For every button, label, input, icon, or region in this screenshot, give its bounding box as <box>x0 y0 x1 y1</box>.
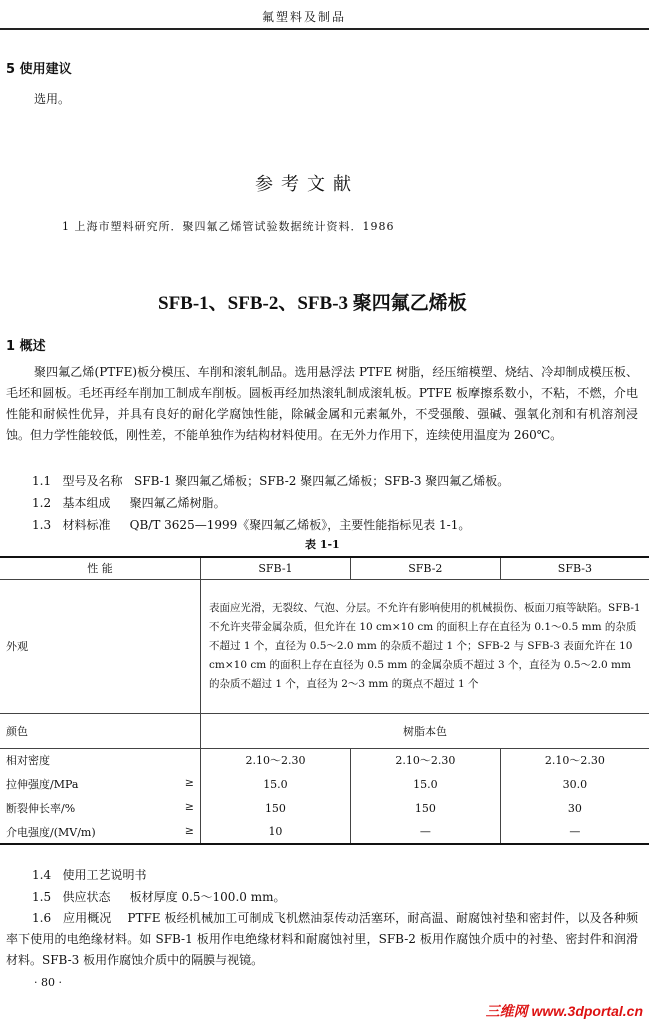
row-sfb2: 150 <box>350 796 500 820</box>
item-1-3 <box>32 516 470 533</box>
table-title: 表 1-1 <box>305 538 340 551</box>
page-number: · 80 · <box>34 976 62 989</box>
row-sfb1: 10 <box>201 820 351 844</box>
table-row <box>0 748 649 772</box>
item-text: 聚四氟乙烯树脂。 <box>129 496 226 510</box>
item-label: 使用工艺说明书 <box>62 868 147 882</box>
row-sfb2: — <box>350 820 500 844</box>
row-sfb2: 2.10～2.30 <box>350 748 500 772</box>
item-text: PTFE 板经机械加工可制成飞机燃油泵传动活塞环，耐高温、耐腐蚀衬垫和密封件，以及各种频率下使用的电绝缘材料。如 SFB-1 板用作电绝缘材料和耐腐蚀衬里，SFB-2 板用作腐蚀介质中的衬垫、密封件和润滑材料。SFB-3 板用作腐蚀介质中的隔膜与视镜。 <box>6 911 638 967</box>
section-1-heading: 1 概述 <box>6 339 46 354</box>
table-header-row <box>0 557 649 579</box>
table-row <box>0 796 649 820</box>
table-row <box>0 772 649 796</box>
table-row <box>0 820 649 844</box>
item-label: 材料标准 <box>62 518 111 532</box>
row-label: 相对密度 <box>6 754 50 768</box>
row-op: ≥ <box>184 776 194 789</box>
item-label: 应用概况 <box>62 911 112 925</box>
color-value: 树脂本色 <box>201 713 649 748</box>
row-sfb2: 15.0 <box>350 772 500 796</box>
header-property: 性 能 <box>87 562 113 576</box>
item-1-2 <box>32 494 226 511</box>
item-label: 供应状态 <box>62 890 111 904</box>
item-num: 1.1 <box>32 474 52 488</box>
row-label: 拉伸强度/MPa <box>6 778 79 791</box>
header-sfb2: SFB-2 <box>350 557 500 579</box>
item-label: 基本组成 <box>62 496 111 510</box>
item-num: 1.4 <box>32 868 52 882</box>
running-header: 氟塑料及制品 <box>262 10 347 24</box>
row-sfb1: 150 <box>201 796 351 820</box>
intro-paragraph <box>6 362 638 446</box>
appearance-label: 外观 <box>6 640 28 653</box>
row-op: ≥ <box>184 823 194 837</box>
item-text: SFB-1 聚四氟乙烯板；SFB-2 聚四氟乙烯板；SFB-3 聚四氟乙烯板。 <box>134 474 510 488</box>
row-op: ≥ <box>184 800 194 813</box>
appearance-row <box>0 579 649 713</box>
item-num: 1.5 <box>32 890 52 904</box>
item-num: 1.2 <box>32 496 52 510</box>
row-sfb1: 2.10～2.30 <box>201 748 351 772</box>
item-1-5 <box>32 888 285 905</box>
references-title: 参考文献 <box>255 174 359 195</box>
item-num: 1.6 <box>32 911 52 925</box>
properties-table <box>0 556 649 845</box>
color-label: 颜色 <box>6 724 28 738</box>
section-5-text: 选用。 <box>34 92 71 106</box>
item-num: 1.3 <box>32 518 52 532</box>
watermark: 三维网 www.3dportal.cn <box>485 1003 643 1019</box>
main-title: SFB-1、SFB-2、SFB-3 聚四氟乙烯板 <box>158 293 467 314</box>
header-sfb3: SFB-3 <box>500 557 649 579</box>
item-1-1 <box>32 472 509 489</box>
color-row <box>0 713 649 748</box>
row-sfb3: 30 <box>500 796 649 820</box>
row-sfb3: 2.10～2.30 <box>500 748 649 772</box>
reference-item: 1 上海市塑料研究所．聚四氟乙烯管试验数据统计资料．1986 <box>62 220 395 233</box>
item-1-4 <box>32 866 147 883</box>
item-text: 板材厚度 0.5～100.0 mm。 <box>129 890 286 904</box>
appearance-text: 表面应光滑，无裂纹、气泡、分层。不允许有影响使用的机械损伤、板面刀痕等缺陷。SFB-1 不允许夹带金属杂质，但允许在 10 cm×10 cm 的面积上存在直径为 0.1～0.5 mm 的杂质不超过 1 个，直径为 0.5～2.0 mm 的杂质不超过 1 个；SFB-2 与 SFB-3 表面允许在 10 cm×10 cm 的面积上存在直径为 0.5 mm 的金属杂质不超过 3 个，直径为 0.5～2.0 mm 的杂质不超过 1 个，直径为 2～3 mm 的斑点不超过 1 个 <box>201 579 649 713</box>
item-1-6 <box>6 908 638 971</box>
header-sfb1: SFB-1 <box>201 557 351 579</box>
section-5-heading: 5 使用建议 <box>6 62 72 77</box>
header-rule <box>0 28 649 30</box>
row-sfb1: 15.0 <box>201 772 351 796</box>
intro-text: 聚四氟乙烯(PTFE)板分模压、车削和滚轧制品。选用悬浮法 PTFE 树脂，经压缩模塑、烧结、冷却制成模压板、毛坯和圆板。毛坯再经车削加工制成车削板。圆板再经加热滚轧制成滚轧板。PTFE 板摩擦系数小，不粘，不燃，介电性能和耐候性优异，并具有良好的耐化学腐蚀性能，除碱金属和元素氟外，不受强酸、强碱、强氧化剂和有机溶剂浸蚀。但力学性能较低，刚性差，不能单独作为结构材料使用。在无外力作用下，连续使用温度为 260℃。 <box>6 365 638 442</box>
row-label: 介电强度/(MV/m) <box>6 825 96 839</box>
row-sfb3: — <box>500 820 649 844</box>
row-label: 断裂伸长率/% <box>6 802 76 815</box>
item-label: 型号及名称 <box>62 474 123 488</box>
row-sfb3: 30.0 <box>500 772 649 796</box>
item-text: QB/T 3625—1999《聚四氟乙烯板》，主要性能指标见表 1-1。 <box>129 518 471 532</box>
